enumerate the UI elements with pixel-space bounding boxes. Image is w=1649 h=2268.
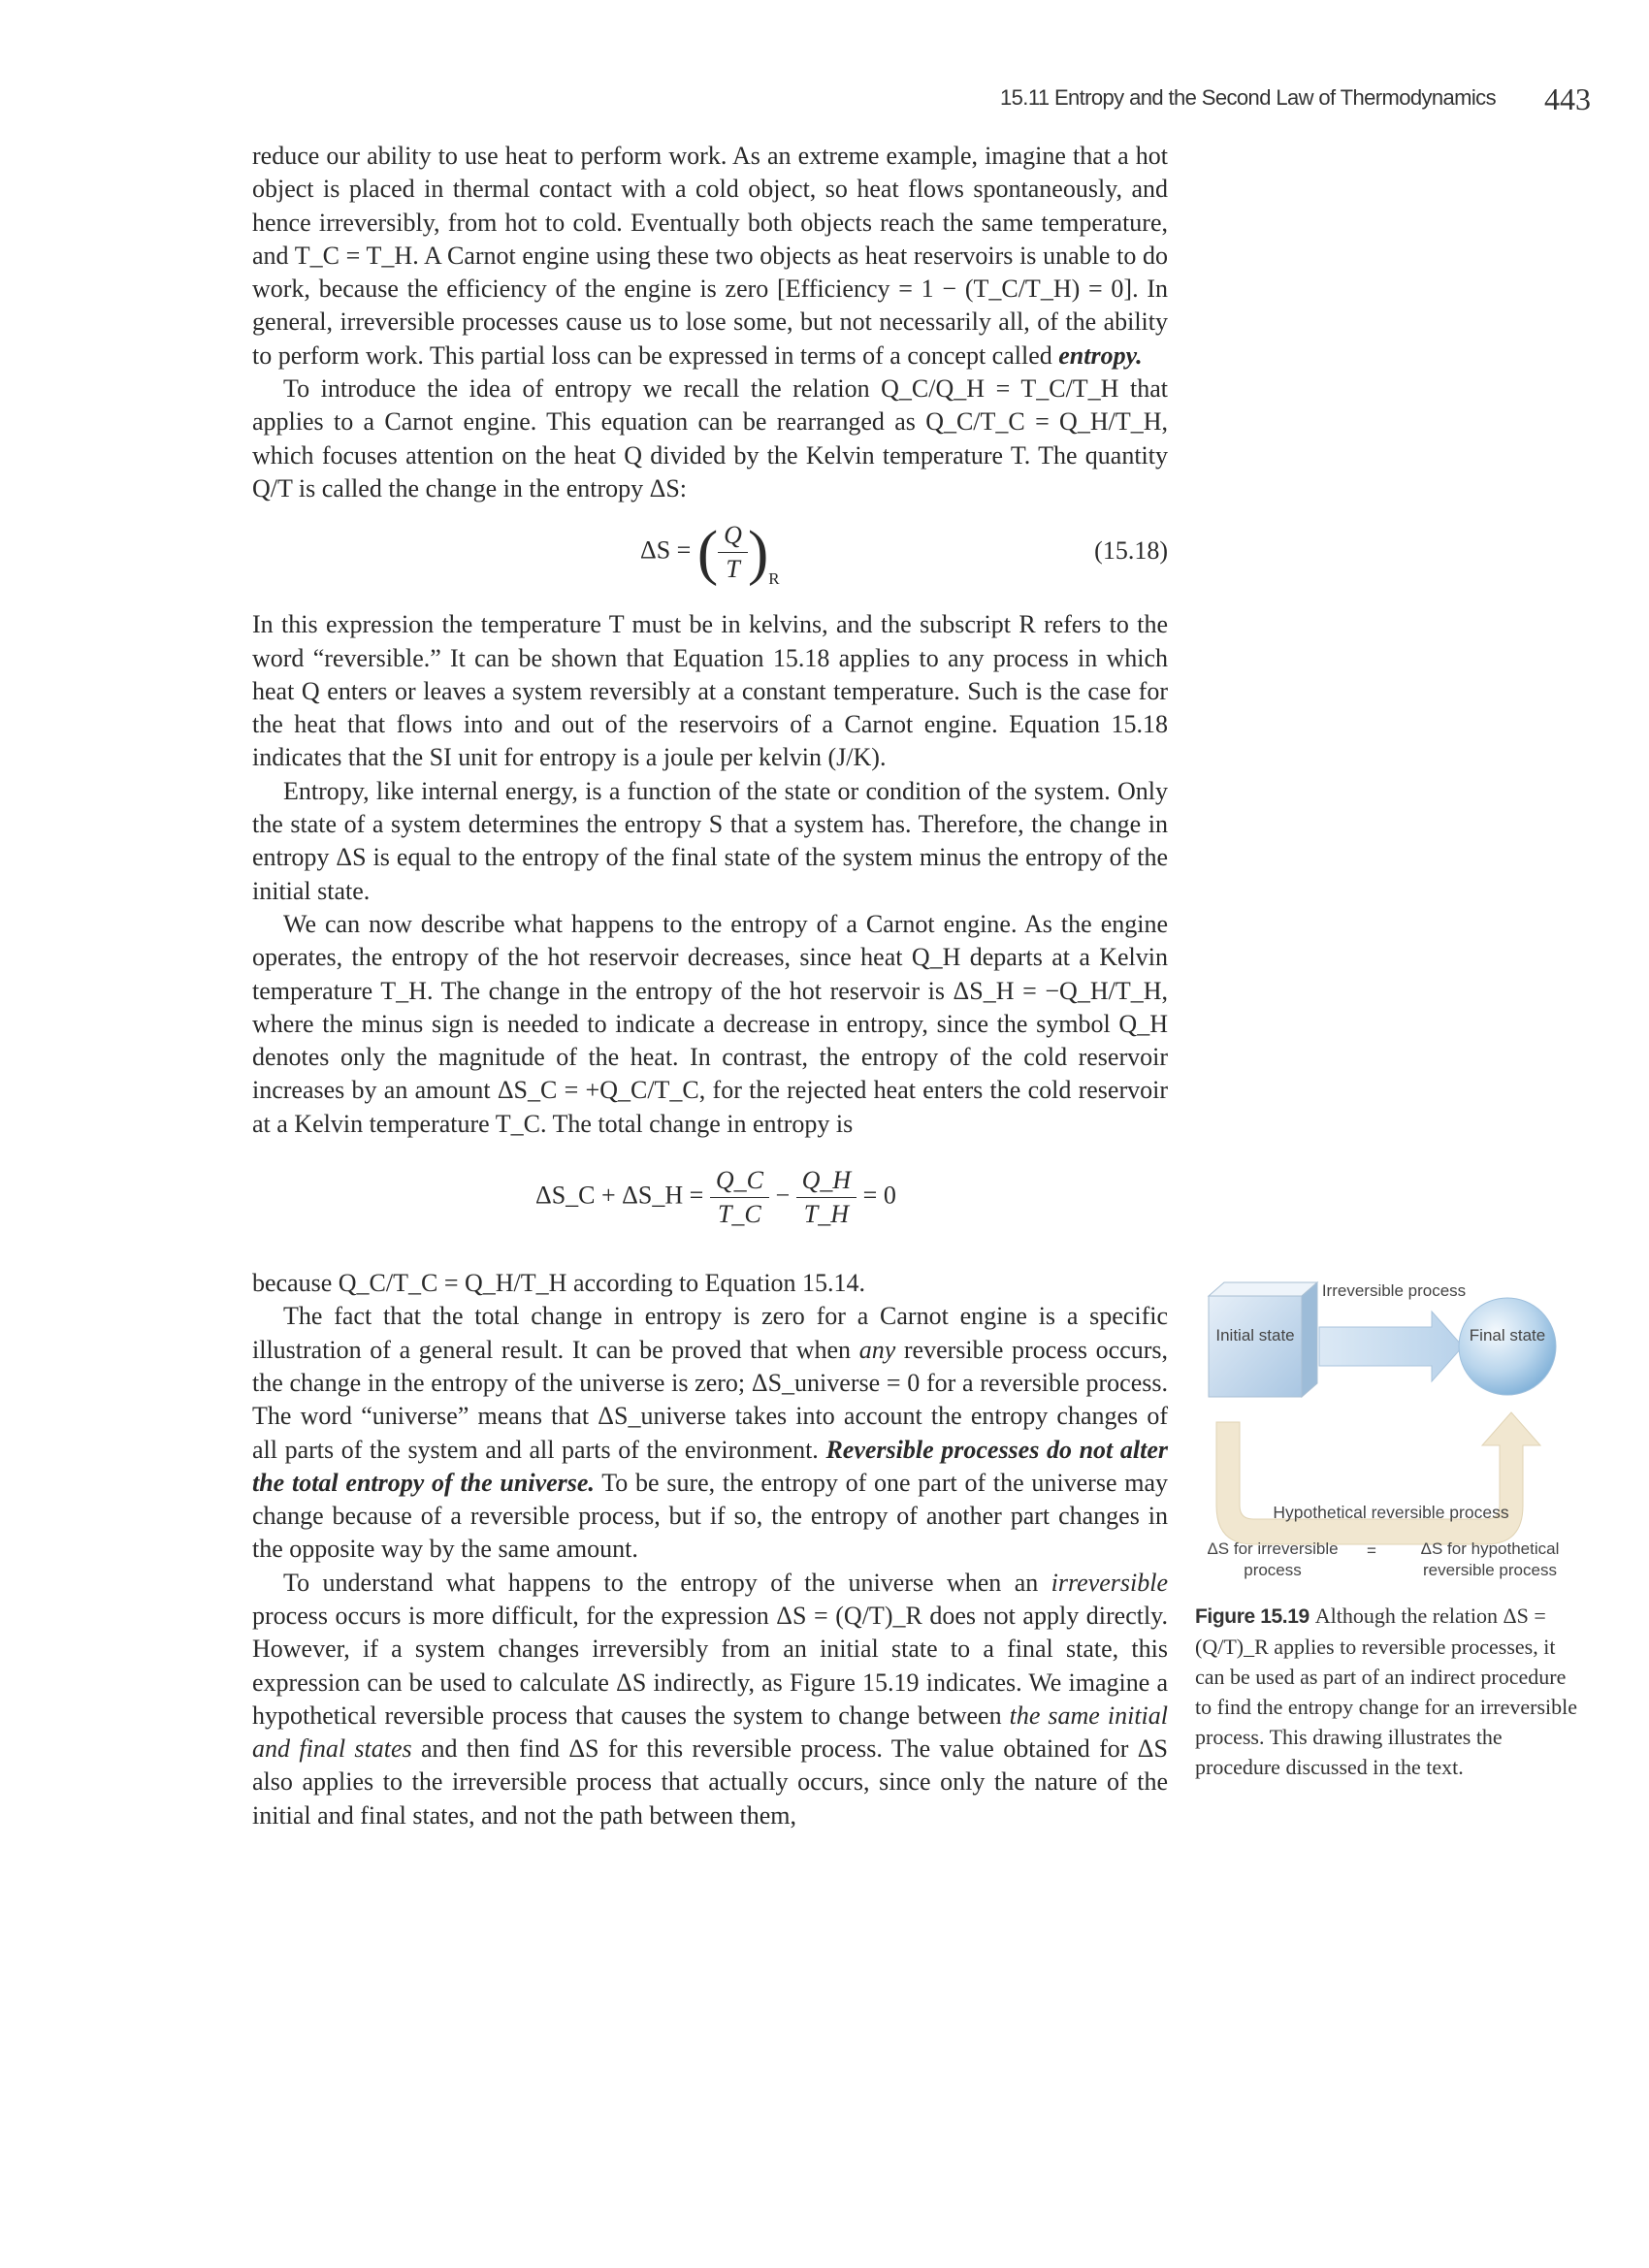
p8-text-c: and then find ΔS for this reversible process. The value obtained for ΔS also applies to the irreversible process that actually occurs, since only the nature of the initial and final states, and not the path between them, bbox=[252, 1734, 1168, 1830]
p7-text-b: reversible process occurs, the change in the entropy of the universe is zero; ΔS_universe = 0 for a reversible process. The word “universe” means that ΔS_universe takes into account the entropy changes of all parts of the system and all parts of the environment. bbox=[252, 1335, 1168, 1464]
equation-number: (15.18) bbox=[1094, 536, 1168, 566]
initial-state-label: Initial state bbox=[1215, 1326, 1295, 1345]
eq2-fraction-c bbox=[710, 1164, 769, 1231]
irreversible-arrow bbox=[1319, 1312, 1463, 1381]
p8-emphasis-irreversible: irreversible bbox=[1051, 1568, 1169, 1597]
paragraph-5: We can now describe what happens to the entropy of a Carnot engine. As the engine operates, the entropy of the hot reservoir decreases, since heat Q_H departs at a Kelvin temperature T_H. The change in the entropy of the hot reservoir is ΔS_H = −Q_H/T_H, where the minus sign is needed to indicate a decrease in entropy, since the symbol Q_H denotes only the magnitude of the heat. In contrast, the entropy of the cold reservoir increases by an amount ΔS_C = +Q_C/T_C, for the rejected heat enters the cold reservoir at a Kelvin temperature T_C. The total change in entropy is bbox=[252, 909, 1168, 1138]
paragraph-1-text: reduce our ability to use heat to perform work. As an extreme example, imagine that a hot object is placed in thermal contact with a cold object, so heat flows spontaneously, and hence irreversibly, from hot to cold. Eventually both objects reach the same temperature, and T_C = T_H. A Carnot engine using these two objects as heat reservoirs is unable to do work, because the efficiency of the engine is zero [Efficiency = 1 − (T_C/T_H) = 0]. In general, irreversible processes cause us to lose some, but not necessarily all, of the ability to perform work. This partial loss can be expressed in terms of a concept called bbox=[252, 142, 1168, 370]
eq2-f2-denominator: T_H bbox=[803, 1200, 850, 1229]
p8-text-b: process occurs is more difficult, for the expression ΔS = (Q/T)_R does not apply directly. However, if a system changes irreversibly from an initial state to a final state, this expression can be used to calculate ΔS indirectly, as Figure 15.19 indicates. We imagine a hypothetical reversible process that causes the system to change between bbox=[252, 1601, 1168, 1730]
eq1-numerator: Q bbox=[718, 519, 748, 553]
eq1-open-paren: ( bbox=[696, 517, 719, 587]
equals-sign: = bbox=[1367, 1541, 1376, 1560]
running-title: 15.11 Entropy and the Second Law of Thermodynamics bbox=[1000, 85, 1496, 110]
p7-text-c: To be sure, the entropy of one part of the universe may change because of a reversible process, but if so, the entropy of another part changes in the opposite way by the same amount. bbox=[252, 1468, 1169, 1564]
eq1-denominator: T bbox=[726, 555, 740, 584]
term-entropy: entropy. bbox=[1058, 340, 1143, 370]
delta-s-hypothetical: ΔS for hypothetical reversible process bbox=[1420, 1539, 1560, 1579]
eq1-close-paren: ) bbox=[747, 517, 769, 587]
equation-total-entropy bbox=[252, 1141, 1168, 1267]
eq1-fraction bbox=[718, 519, 748, 586]
paragraph-1 bbox=[252, 140, 1168, 373]
eq2-f2-numerator: Q_H bbox=[796, 1164, 857, 1198]
caption-label: Figure 15.19 bbox=[1195, 1605, 1310, 1628]
page-number: 443 bbox=[1544, 81, 1591, 116]
irreversible-process-label: Irreversible process bbox=[1321, 1281, 1467, 1300]
eq2-rhs: = 0 bbox=[862, 1181, 896, 1210]
p8-emphasis-same-states: the same initial and final states bbox=[252, 1701, 1168, 1764]
delta-s-irreversible: ΔS for irreversible process bbox=[1207, 1539, 1339, 1579]
paragraph-7 bbox=[252, 1300, 1168, 1566]
paragraph-6: because Q_C/T_C = Q_H/T_H according to Equation 15.14. bbox=[252, 1269, 866, 1298]
final-state-label: Final state bbox=[1469, 1326, 1546, 1345]
paragraph-4: Entropy, like internal energy, is a function of the state or condition of the system. Only the state of a system determines the entropy S that a system has. Therefore, the change in entropy ΔS is equal to the entropy of the final state of the system minus the entropy of the initial state. bbox=[252, 776, 1168, 905]
eq2-lhs: ΔS_C + ΔS_H = bbox=[535, 1181, 704, 1210]
paragraph-8 bbox=[252, 1567, 1168, 1832]
final-state-sphere bbox=[1459, 1298, 1556, 1395]
initial-state-cube-side bbox=[1302, 1282, 1317, 1397]
eq1-subscript: R bbox=[768, 568, 780, 588]
eq2-f1-denominator: T_C bbox=[717, 1200, 761, 1229]
running-head bbox=[1000, 81, 1591, 120]
p8-text-a: To understand what happens to the entropy of the universe when an bbox=[283, 1568, 1039, 1597]
caption-text: Although the relation ΔS = (Q/T)_R applies to reversible processes, it can be used as part of an indirect procedure to find the entropy change for an irreversible process. This drawing illustrates the procedure discussed in the text. bbox=[1195, 1604, 1578, 1779]
equation-15-18 bbox=[252, 505, 1168, 608]
initial-state-cube bbox=[1209, 1296, 1302, 1397]
body-column bbox=[252, 140, 1168, 1832]
eq1-lhs: ΔS = bbox=[640, 535, 692, 565]
figure-caption bbox=[1195, 1601, 1587, 1782]
paragraph-2: To introduce the idea of entropy we recall the relation Q_C/Q_H = T_C/T_H that applies to a Carnot engine. This equation can be rearranged as Q_C/T_C = Q_H/T_H, which focuses attention on the heat Q divided by the Kelvin temperature T. The quantity Q/T is called the change in the entropy ΔS: bbox=[252, 374, 1168, 502]
initial-state-cube-top bbox=[1209, 1282, 1317, 1296]
p7-bold-statement: Reversible processes do not alter the total entropy of the universe. bbox=[252, 1435, 1168, 1497]
p7-emphasis-any: any bbox=[858, 1335, 896, 1364]
hypothetical-process-label: Hypothetical reversible process bbox=[1273, 1503, 1509, 1522]
eq2-fraction-h bbox=[796, 1164, 857, 1231]
p7-text-a: The fact that the total change in entropy is zero for a Carnot engine is a specific illustration of a general result. It can be proved that when bbox=[252, 1302, 1168, 1364]
paragraph-3: In this expression the temperature T must be in kelvins, and the subscript R refers to the word “reversible.” It can be shown that Equation 15.18 applies to any process in which heat Q enters or leaves a system reversibly at a constant temperature. Such is the case for the heat that flows into and out of the reservoirs of a Carnot engine. Equation 15.18 indicates that the SI unit for entropy is a joule per kelvin (J/K). bbox=[252, 610, 1168, 772]
hypothetical-path-arrow bbox=[1216, 1412, 1540, 1544]
eq2-f1-numerator: Q_C bbox=[710, 1164, 769, 1198]
eq2-minus: − bbox=[775, 1181, 791, 1210]
